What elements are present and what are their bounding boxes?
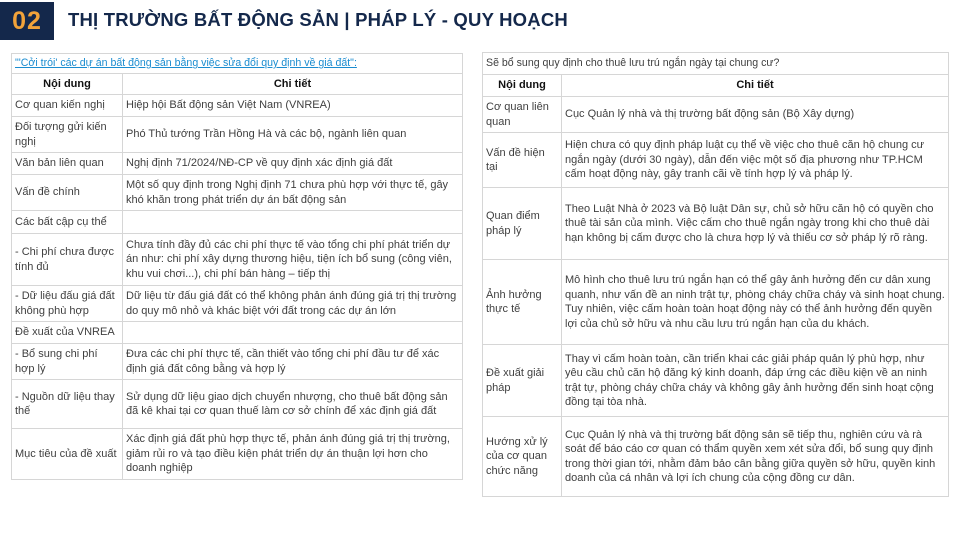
table-row (483, 133, 949, 188)
row-label: Mục tiêu của đề xuất (12, 429, 123, 480)
row-label: Cơ quan kiến nghị (12, 95, 123, 117)
row-detail: Thay vì cấm hoàn toàn, cần triển khai các giải pháp quản lý phù hợp, như yêu cầu chủ căn hộ đăng ký kinh doanh, đáp ứng các điều kiện về an ninh trật tự, phòng cháy chữa cháy và không gây ảnh hưởng đến sinh hoạt cộng đồng tại tòa nhà. (562, 345, 949, 417)
table-row (12, 117, 463, 153)
row-label: Cơ quan liên quan (483, 97, 562, 133)
table-row (483, 417, 949, 497)
left-header-content: Nội dung (12, 73, 123, 95)
row-detail: Mô hình cho thuê lưu trú ngắn hạn có thể gây ảnh hưởng đến cư dân xung quanh, như vấn đề an ninh trật tự, phòng cháy chữa cháy và sinh hoạt chung. Tuy nhiên, việc cấm hoàn toàn hoạt động này có thể ảnh hưởng đến quyền lợi của chủ sở hữu và nhu cầu lưu trú ngắn hạn của du khách. (562, 260, 949, 345)
section-number: 02 (0, 2, 54, 40)
row-label: Đề xuất của VNREA (12, 322, 123, 344)
left-table-caption-link[interactable]: "'Cởi trói' các dự án bất động sản bằng việc sửa đổi quy định về giá đất": (15, 57, 357, 69)
table-row (483, 188, 949, 260)
row-label: Quan điểm pháp lý (483, 188, 562, 260)
row-detail (123, 211, 463, 234)
table-row (12, 175, 463, 211)
left-table-caption[interactable] (12, 54, 463, 74)
row-label: Đối tượng gửi kiến nghị (12, 117, 123, 153)
row-detail: Cục Quản lý nhà và thị trường bất động sản (Bộ Xây dựng) (562, 97, 949, 133)
row-label: Ảnh hưởng thực tế (483, 260, 562, 345)
table-row (483, 97, 949, 133)
row-detail: Hiện chưa có quy định pháp luật cụ thể về việc cho thuê căn hộ chung cư ngắn ngày (dưới 30 ngày), dẫn đến việc một số địa phương như TP.HCM cấm hoạt động này, gây tranh cãi về tính hợp lý và pháp lý. (562, 133, 949, 188)
row-detail: Chưa tính đầy đủ các chi phí thực tế vào tổng chi phí phát triển dự án như: chi phí xây dựng thương hiệu, tiện ích bổ sung (công viên, khu vui chơi...), chi phí bán hàng – tiếp thị (123, 234, 463, 286)
row-label: - Nguồn dữ liệu thay thế (12, 380, 123, 429)
row-detail: Theo Luật Nhà ở 2023 và Bộ luật Dân sự, chủ sở hữu căn hộ có quyền cho thuê tài sản của mình. Việc cấm cho thuê ngắn ngày trong khi cho thuê dài hạn không bị cấm được cho là chưa hợp lý và thiếu cơ sở pháp lý rõ ràng. (562, 188, 949, 260)
table-row (12, 344, 463, 380)
row-detail: Phó Thủ tướng Trần Hồng Hà và các bộ, ngành liên quan (123, 117, 463, 153)
table-row (12, 153, 463, 175)
row-detail: Nghị định 71/2024/NĐ-CP về quy định xác định giá đất (123, 153, 463, 175)
table-row (12, 380, 463, 429)
row-detail: Hiệp hội Bất động sản Việt Nam (VNREA) (123, 95, 463, 117)
row-label: Các bất cập cụ thể (12, 211, 123, 234)
right-header-content: Nội dung (483, 75, 562, 97)
right-header-detail: Chi tiết (562, 75, 949, 97)
row-label: Vấn đề chính (12, 175, 123, 211)
slide-header (0, 0, 960, 44)
row-detail: Một số quy định trong Nghị định 71 chưa phù hợp với thực tế, gây khó khăn trong phát triển dự án bất động sản (123, 175, 463, 211)
row-label: - Chi phí chưa được tính đủ (12, 234, 123, 286)
short-stay-rental-table (482, 52, 949, 497)
land-price-table (11, 53, 463, 480)
table-row (12, 322, 463, 344)
row-detail: Sử dụng dữ liệu giao dịch chuyển nhượng, cho thuê bất động sản đã kê khai tại cơ quan thuế làm cơ sở chính để xác định giá đất (123, 380, 463, 429)
row-label: Đề xuất giải pháp (483, 345, 562, 417)
row-label: - Bổ sung chi phí hợp lý (12, 344, 123, 380)
right-table-caption: Sẽ bổ sung quy định cho thuê lưu trú ngắn ngày tại chung cư? (483, 53, 949, 75)
table-row (12, 234, 463, 286)
row-detail: Đưa các chi phí thực tế, cần thiết vào tổng chi phí đầu tư để xác định giá đất công bằng và hợp lý (123, 344, 463, 380)
row-label: Vấn đề hiện tại (483, 133, 562, 188)
table-row (483, 345, 949, 417)
table-row (12, 95, 463, 117)
table-row (12, 211, 463, 234)
left-header-detail: Chi tiết (123, 73, 463, 95)
table-row (12, 429, 463, 480)
row-label: - Dữ liệu đấu giá đất không phù hợp (12, 286, 123, 322)
row-detail: Cục Quản lý nhà và thị trường bất động sản sẽ tiếp thu, nghiên cứu và rà soát để báo cáo cơ quan có thẩm quyền xem xét sửa đổi, bổ sung quy định trong thời gian tới, nhằm đảm bảo cân bằng giữa quyền sở hữu, quyền kinh doanh của cá nhân và lợi ích chung của cộng đồng cư dân. (562, 417, 949, 497)
row-label: Văn bản liên quan (12, 153, 123, 175)
slide-title: THỊ TRƯỜNG BẤT ĐỘNG SẢN | PHÁP LÝ - QUY HOẠCH (68, 9, 568, 30)
row-detail (123, 322, 463, 344)
row-detail: Xác định giá đất phù hợp thực tế, phản ánh đúng giá trị thị trường, giảm rủi ro và tạo điều kiện phát triển dự án thuận lợi hơn cho doanh nghiệp (123, 429, 463, 480)
row-detail: Dữ liệu từ đấu giá đất có thể không phản ánh đúng giá trị thị trường do quy mô nhỏ và khác biệt với đất trong các dự án lớn (123, 286, 463, 322)
row-label: Hướng xử lý của cơ quan chức năng (483, 417, 562, 497)
table-row (483, 260, 949, 345)
table-row (12, 286, 463, 322)
